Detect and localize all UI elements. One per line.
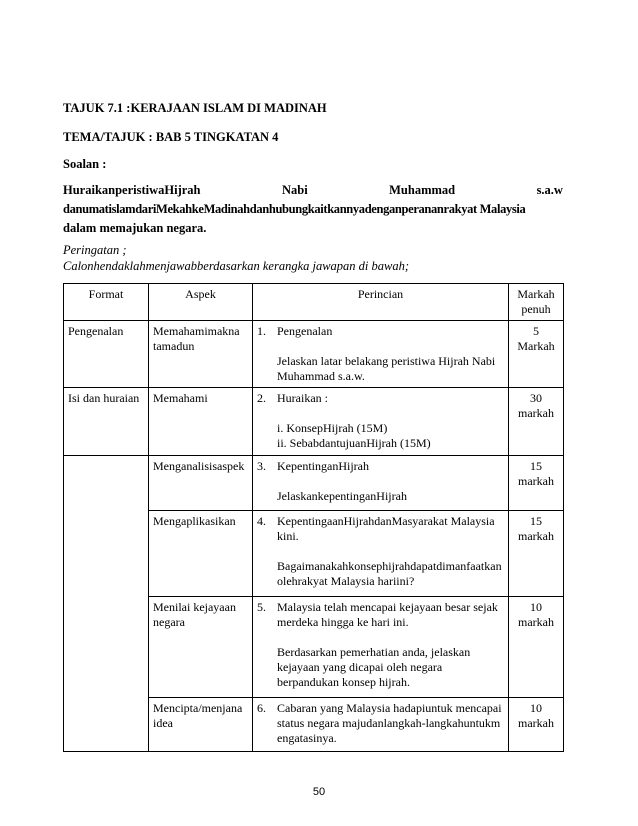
header-markah: Markah penuh [509, 284, 564, 321]
question-word: Muhammad [389, 183, 456, 197]
question-line: dalam memajukan negara. [63, 221, 207, 235]
tema-line: TEMA/TAJUK : BAB 5 TINGKATAN 4 [63, 130, 279, 144]
markah-cell [509, 511, 564, 597]
mark-unit: markah [518, 529, 554, 543]
header-format: Format [64, 284, 149, 321]
mark-unit: Markah [517, 339, 555, 353]
mark-unit: markah [518, 406, 554, 420]
perincian-cell [253, 698, 509, 752]
mark-value: 10 [530, 701, 542, 715]
perincian-cell [253, 321, 509, 388]
format-cell [64, 456, 149, 511]
format-cell [64, 698, 149, 752]
item-number: 3. [257, 459, 266, 473]
warning-label: Peringatan ; [63, 243, 127, 257]
detail-title: KepentingaanHijrahdanMasyarakat Malaysia kini. [277, 514, 495, 543]
mark-value: 30 [530, 391, 542, 405]
detail-title: Huraikan : [277, 391, 328, 405]
aspek-cell: Menganalisisaspek [149, 456, 253, 511]
perincian-cell [253, 597, 509, 698]
header-aspek: Aspek [149, 284, 253, 321]
table-header-row [64, 284, 564, 321]
item-number: 6. [257, 701, 266, 715]
table-row [64, 597, 564, 698]
item-number: 5. [257, 600, 266, 614]
format-cell: Pengenalan [64, 321, 149, 388]
item-number: 2. [257, 391, 266, 405]
table-row [64, 456, 564, 511]
question-word: s.a.w [536, 183, 563, 197]
perincian-cell [253, 388, 509, 456]
mark-unit: markah [518, 716, 554, 730]
aspek-cell: Memahami [149, 388, 253, 456]
aspek-cell: Menilai kejayaan negara [149, 597, 253, 698]
table-row [64, 511, 564, 597]
detail-title: Pengenalan [277, 324, 333, 338]
warning-text: Calonhendaklahmenjawabberdasarkan kerangka jawapan di bawah; [63, 259, 410, 273]
detail-body: Bagaimanakahkonsephijrahdapatdimanfaatkanolehrakyat Malaysia hariini? [277, 559, 502, 588]
markah-cell [509, 321, 564, 388]
markah-cell [509, 597, 564, 698]
detail-body: JelaskankepentinganHijrah [277, 489, 407, 503]
detail-body: ii. SebabdantujuanHijrah (15M) [277, 436, 431, 450]
perincian-cell [253, 511, 509, 597]
question-word: Nabi [281, 183, 308, 197]
document-title: TAJUK 7.1 :KERAJAAN ISLAM DI MADINAH [63, 101, 327, 115]
detail-body: Jelaskan latar belakang peristiwa Hijrah Nabi Muhammad s.a.w. [277, 354, 496, 383]
question-line: danumatislamdariMekahkeMadinahdanhubungkaitkannyadenganperananrakyat Malaysia [63, 202, 526, 216]
detail-title: KepentinganHijrah [277, 459, 369, 473]
mark-value: 15 [530, 459, 542, 473]
aspek-cell: Mencipta/menjana idea [149, 698, 253, 752]
perincian-cell [253, 456, 509, 511]
soalan-label: Soalan : [63, 157, 107, 171]
detail-body: i. KonsepHijrah (15M) [277, 421, 388, 435]
detail-body: Berdasarkan pemerhatian anda, jelaskan kejayaan yang dicapai oleh negara berpandukan konsep hijrah. [277, 645, 471, 689]
markah-cell [509, 456, 564, 511]
question-text [63, 181, 563, 238]
mark-unit: markah [518, 474, 554, 488]
page-number: 50 [312, 786, 326, 798]
table-row [64, 388, 564, 456]
table-row [64, 698, 564, 752]
mark-value: 10 [530, 600, 542, 614]
table-row [64, 321, 564, 388]
item-number: 1. [257, 324, 266, 338]
item-number: 4. [257, 514, 266, 528]
answer-framework-table [63, 283, 564, 752]
aspek-cell: Mengaplikasikan [149, 511, 253, 597]
format-cell [64, 511, 149, 597]
markah-cell [509, 388, 564, 456]
question-word: HuraikanperistiwaHijrah [63, 183, 201, 197]
markah-cell [509, 698, 564, 752]
format-cell [64, 597, 149, 698]
aspek-cell: Memahamimakna tamadun [149, 321, 253, 388]
detail-title: Cabaran yang Malaysia hadapiuntuk mencapai status negara majudanlangkah-langkahuntukmengatasinya. [277, 701, 502, 745]
format-cell: Isi dan huraian [64, 388, 149, 456]
mark-value: 5 [533, 324, 539, 338]
mark-unit: markah [518, 615, 554, 629]
detail-title: Malaysia telah mencapai kejayaan besar sejak merdeka hingga ke hari ini. [277, 600, 498, 629]
mark-value: 15 [530, 514, 542, 528]
header-perincian: Perincian [253, 284, 509, 321]
